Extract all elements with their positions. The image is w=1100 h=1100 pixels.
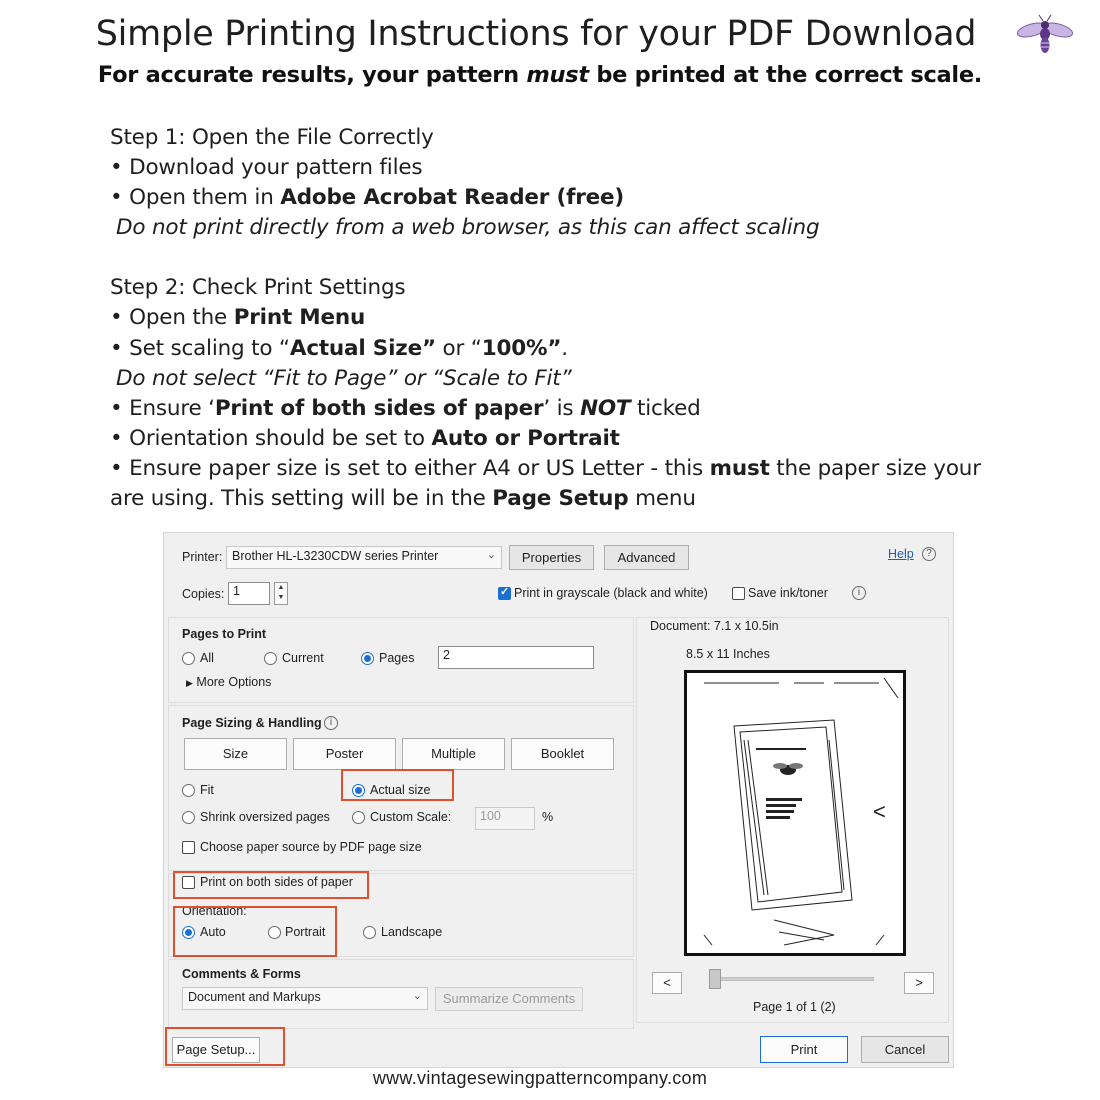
both-sides-label: Print on both sides of paper bbox=[200, 875, 353, 889]
custom-scale-label: Custom Scale: bbox=[370, 810, 452, 824]
paper-source-label: Choose paper source by PDF page size bbox=[200, 840, 422, 854]
scaling-text-c: or “ bbox=[435, 335, 482, 361]
both-sides-not: NOT bbox=[580, 395, 631, 421]
step2-item-paper-size bbox=[110, 454, 981, 484]
printer-label: Printer: bbox=[182, 550, 223, 564]
page-indicator: Page 1 of 1 (2) bbox=[753, 1000, 836, 1014]
paper-size-text-a: • Ensure paper size is set to either A4 or US Letter - this bbox=[110, 455, 710, 481]
comments-heading: Comments & Forms bbox=[182, 967, 301, 981]
subtitle-text-1: For accurate results, your pattern bbox=[97, 62, 527, 88]
triangle-right-icon: ▶ bbox=[186, 678, 193, 688]
booklet-tab[interactable]: Booklet bbox=[511, 738, 614, 770]
custom-scale-input[interactable]: 100 bbox=[475, 807, 535, 830]
more-options-label: More Options bbox=[196, 675, 272, 689]
pages-all-radio[interactable] bbox=[182, 652, 195, 665]
step2-item-print-menu bbox=[110, 303, 970, 333]
scaling-bold-b: Actual Size” bbox=[289, 335, 436, 361]
step1-item-open-bold: Adobe Acrobat Reader (free) bbox=[280, 185, 625, 211]
page-sizing-heading: Page Sizing & Handling bbox=[182, 716, 322, 730]
step2-note: Do not select “Fit to Page” or “Scale to Fit” bbox=[116, 365, 572, 391]
fit-radio[interactable] bbox=[182, 784, 195, 797]
orientation-bold: Auto or Portrait bbox=[431, 425, 620, 451]
cancel-button[interactable]: Cancel bbox=[861, 1036, 949, 1063]
both-sides-text-e: ticked bbox=[630, 395, 701, 421]
chevron-down-icon: ⌄ bbox=[412, 990, 422, 1002]
page-slider-track[interactable] bbox=[712, 977, 874, 981]
page-setup-button[interactable]: Page Setup... bbox=[172, 1037, 260, 1063]
step2-item-print-menu-bold: Print Menu bbox=[233, 305, 366, 331]
advanced-button[interactable]: Advanced bbox=[604, 545, 689, 570]
printer-select[interactable] bbox=[226, 546, 502, 569]
comments-select[interactable] bbox=[182, 987, 428, 1010]
summarize-comments-button[interactable]: Summarize Comments bbox=[435, 987, 583, 1011]
both-sides-text-a: • Ensure ‘ bbox=[110, 395, 215, 421]
step1-heading: Step 1: Open the File Correctly bbox=[110, 125, 434, 150]
orientation-portrait-radio[interactable] bbox=[268, 926, 281, 939]
actual-size-radio[interactable] bbox=[352, 784, 365, 797]
step1-item-open bbox=[110, 183, 970, 213]
orientation-landscape-radio[interactable] bbox=[363, 926, 376, 939]
help-link[interactable]: Help bbox=[888, 547, 914, 561]
custom-scale-radio[interactable] bbox=[352, 811, 365, 824]
paper-size-text-c: the paper size your bbox=[769, 455, 981, 481]
grayscale-label: Print in grayscale (black and white) bbox=[514, 586, 708, 600]
scaling-text-a: • Set scaling to “ bbox=[110, 335, 290, 361]
print-button[interactable]: Print bbox=[760, 1036, 848, 1063]
orientation-auto-label: Auto bbox=[200, 925, 226, 939]
fit-label: Fit bbox=[200, 783, 214, 797]
chevron-down-icon: ⌄ bbox=[486, 549, 496, 561]
pages-to-print-heading: Pages to Print bbox=[182, 627, 267, 641]
both-sides-checkbox[interactable] bbox=[182, 876, 195, 889]
help-info-icon[interactable]: ? bbox=[922, 547, 936, 561]
poster-tab[interactable]: Poster bbox=[293, 738, 396, 770]
step1-note: Do not print directly from a web browser, as this can affect scaling bbox=[116, 215, 820, 241]
page-title: Simple Printing Instructions for your PDF Download bbox=[95, 14, 977, 54]
grayscale-checkbox[interactable] bbox=[498, 587, 511, 600]
orientation-label: Orientation: bbox=[182, 904, 247, 918]
orientation-portrait-label: Portrait bbox=[285, 925, 326, 939]
more-options-toggle[interactable] bbox=[186, 675, 271, 689]
footer-url: www.vintagesewingpatterncompany.com bbox=[372, 1068, 708, 1088]
shrink-radio[interactable] bbox=[182, 811, 195, 824]
save-ink-checkbox[interactable] bbox=[732, 587, 745, 600]
page-setup-text-c: menu bbox=[628, 486, 696, 512]
page-setup-bold: Page Setup bbox=[492, 486, 629, 512]
orientation-auto-radio[interactable] bbox=[182, 926, 195, 939]
scaling-text-e: . bbox=[561, 335, 568, 361]
preview-back-icon[interactable]: < bbox=[873, 799, 886, 824]
save-ink-info-icon[interactable]: i bbox=[852, 586, 866, 600]
stepper-down-icon[interactable]: ▼ bbox=[277, 594, 285, 601]
paper-source-checkbox[interactable] bbox=[182, 841, 195, 854]
printer-select-value: Brother HL-L3230CDW series Printer bbox=[232, 549, 439, 563]
properties-button[interactable]: Properties bbox=[509, 545, 594, 570]
orientation-text: • Orientation should be set to bbox=[110, 425, 432, 451]
next-page-button[interactable]: > bbox=[904, 972, 934, 994]
step2-heading: Step 2: Check Print Settings bbox=[110, 275, 406, 301]
prev-page-button[interactable]: < bbox=[652, 972, 682, 994]
copies-label: Copies: bbox=[182, 587, 225, 601]
paper-size-bold: must bbox=[709, 455, 770, 481]
step2-item-both-sides bbox=[110, 394, 970, 424]
paper-size-label: 8.5 x 11 Inches bbox=[686, 647, 770, 661]
step2-item-orientation bbox=[110, 424, 970, 454]
shrink-label: Shrink oversized pages bbox=[200, 810, 330, 824]
comments-select-value: Document and Markups bbox=[188, 990, 321, 1004]
print-dialog bbox=[163, 532, 954, 1068]
multiple-tab[interactable]: Multiple bbox=[402, 738, 505, 770]
step2-item-print-menu-text: • Open the bbox=[110, 305, 234, 331]
save-ink-label: Save ink/toner bbox=[748, 586, 828, 600]
document-size-label: Document: 7.1 x 10.5in bbox=[650, 619, 779, 633]
subtitle-text-2: be printed at the correct scale. bbox=[588, 62, 983, 88]
both-sides-text-c: ’ is bbox=[543, 395, 581, 421]
percent-label: % bbox=[542, 810, 554, 824]
step2-item-page-setup bbox=[110, 484, 970, 514]
page-subtitle bbox=[0, 62, 1080, 88]
page-sizing-info-icon[interactable]: i bbox=[324, 716, 338, 730]
both-sides-bold-b: Print of both sides of paper bbox=[214, 395, 544, 421]
bee-logo bbox=[1014, 12, 1076, 56]
orientation-landscape-label: Landscape bbox=[381, 925, 443, 939]
pages-current-label: Current bbox=[282, 651, 324, 665]
page-setup-text-a: are using. This setting will be in the bbox=[110, 486, 493, 512]
page-slider-thumb[interactable] bbox=[709, 969, 721, 989]
step1-item-open-text: • Open them in bbox=[110, 185, 281, 211]
pages-range-radio[interactable] bbox=[361, 652, 374, 665]
size-tab[interactable]: Size bbox=[184, 738, 287, 770]
instructions bbox=[110, 123, 981, 514]
step1-item-download: • Download your pattern files bbox=[110, 155, 423, 181]
stepper-up-icon[interactable]: ▲ bbox=[277, 584, 285, 591]
pages-range-label: Pages bbox=[379, 651, 415, 665]
scaling-bold-d: 100%” bbox=[481, 335, 562, 361]
pages-current-radio[interactable] bbox=[264, 652, 277, 665]
pages-range-input[interactable]: 2 bbox=[438, 646, 594, 669]
step2-item-scaling bbox=[110, 334, 970, 364]
actual-size-label: Actual size bbox=[370, 783, 431, 797]
copies-stepper[interactable] bbox=[274, 582, 288, 605]
pages-all-label: All bbox=[200, 651, 214, 665]
subtitle-emphasis: must bbox=[526, 62, 589, 88]
copies-input[interactable]: 1 bbox=[228, 582, 270, 605]
